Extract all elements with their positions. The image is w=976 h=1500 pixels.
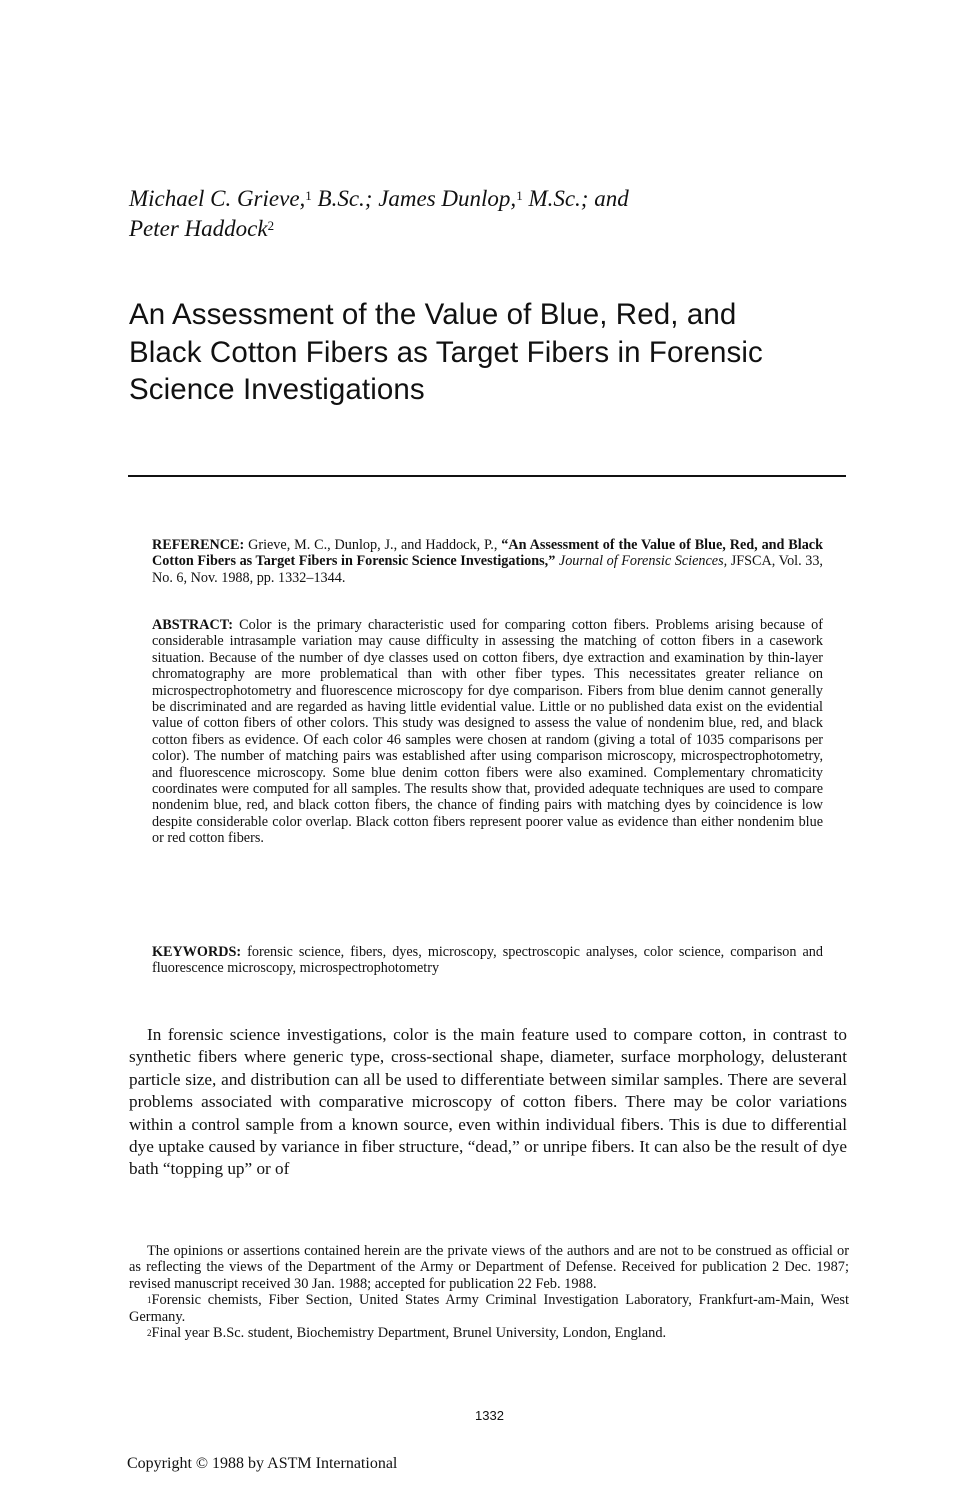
body-paragraph: In forensic science investigations, color is the main feature used to compare cotton, in contrast to synthetic fibers where generic type, cross-sectional shape, diameter, surface morphology, delusterant particle size, and distribution can all be used to differentiate between similar samples. There are several problems associated with comparative microscopy of cotton fibers. There may be color variations within a control sample from a known source, even within individual fibers. This is due to differential dye uptake caused by variance in fiber structure, “dead,” or unripe fibers. It can also be the result of dye bath “topping up” or of	[129, 1025, 847, 1179]
author-name: Michael C. Grieve,	[129, 186, 306, 211]
abstract-label: ABSTRACT:	[152, 617, 233, 633]
abstract-text: Color is the primary characteristic used for comparing cotton fibers. Problems arising because of considerable intrasample variation may cause difficulty in assessing the matching of cotton fibers in a casework situation. Because of the number of dye classes used on cotton fibers, dye extraction and examination by thin-layer chromatography are more problematical than with other fiber types. This necessitates greater reliance on microspectrophotometry and fluorescence microscopy for dye comparison. Fibers from blue denim cannot generally be discriminated and are regarded as having little evidential value. Little or no published data exist on the evidential value of cotton fibers of other colors. This study was designed to assess the value of nondenim blue, red, and black cotton fibers as evidence. Of each color 46 samples were chosen at random (giving a total of 1035 comparisons per color). The number of matching pairs was established after using comparison microscopy, microspectrophotometry, and fluorescence microscopy. Some blue denim cotton fibers were also examined. Complementary chromaticity coordinates were computed for all samples. The results show that, provided adequate techniques are used to compare nondenim blue, red, and black cotton fibers, the chance of finding pairs with matching dyes by coincidence is low despite considerable color overlap. Black cotton fibers represent poorer value as evidence than either nondenim blue or red cotton fibers.	[152, 617, 823, 847]
footnote-disclaimer: The opinions or assertions contained herein are the private views of the authors and are not to be construed as official or as reflecting the views of the Department of the Army or Department of Defense. Received for publication 2 Dec. 1987; revised manuscript received 30 Jan. 1988; accepted for publication 22 Feb. 1988.	[129, 1243, 849, 1292]
author-line-2	[129, 214, 849, 244]
keywords-text: forensic science, fibers, dyes, microscopy, spectroscopic analyses, color science, comparison and fluorescence microscopy, microspectrophotometry	[152, 944, 823, 977]
footnote-text: Final year B.Sc. student, Biochemistry Department, Brunel University, London, England.	[151, 1325, 667, 1342]
footnote-mark: 2	[147, 1328, 152, 1339]
affiliation-mark: 2	[267, 218, 275, 233]
paper-title	[129, 296, 849, 409]
title-line: Science Investigations	[129, 373, 425, 406]
author-name: Peter Haddock	[129, 216, 268, 241]
reference-block	[152, 537, 823, 586]
reference-details: JFSCA, Vol. 33, No. 6, Nov. 1988, pp. 1332–1344.	[152, 553, 823, 586]
copyright-notice: Copyright © 1988 by ASTM International	[127, 1455, 398, 1472]
reference-journal: Journal of Forensic Sciences,	[555, 553, 728, 570]
title-divider	[128, 475, 846, 477]
title-line: An Assessment of the Value of Blue, Red, and	[129, 298, 737, 331]
footnote-1	[129, 1292, 849, 1325]
affiliation-mark: 1	[516, 188, 523, 203]
author-degree: B.Sc.;	[311, 186, 379, 211]
footnote-mark: 1	[147, 1295, 152, 1306]
title-line: Black Cotton Fibers as Target Fibers in Forensic	[129, 335, 763, 369]
author-list	[129, 184, 849, 244]
footnote-2	[129, 1325, 849, 1341]
reference-article-title: “An Assessment of the Value of Blue, Red, and Black Cotton Fibers as Target Fibers in Forensic Science Investigations,”	[152, 537, 823, 570]
keywords-label: KEYWORDS:	[152, 944, 242, 960]
keywords-block	[152, 944, 823, 977]
reference-label: REFERENCE:	[152, 537, 245, 553]
affiliation-mark: 1	[305, 188, 312, 203]
author-name: James Dunlop,	[378, 186, 517, 211]
author-degree: M.Sc.; and	[522, 186, 629, 211]
footnotes	[129, 1243, 849, 1341]
abstract-block	[152, 617, 823, 847]
footnote-text: Forensic chemists, Fiber Section, United States Army Criminal Investigation Laboratory, Frankfurt-am-Main, West Germany.	[129, 1292, 849, 1325]
page-number: 1332	[475, 1408, 504, 1423]
reference-authors: Grieve, M. C., Dunlop, J., and Haddock, P.,	[244, 537, 502, 553]
author-line-1	[129, 184, 849, 214]
